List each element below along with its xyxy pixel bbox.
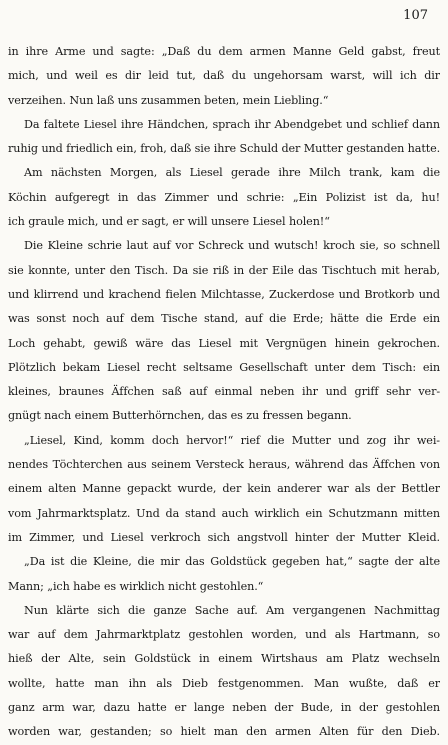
text-line: Da faltete Liesel ihre Händchen, sprach ihr Abendgebet und schlief dann xyxy=(24,117,440,131)
text-line: in ihre Arme und sagte: „Daß du dem armen Manne Geld gabst, freut xyxy=(8,45,440,58)
text-line: hieß der Alte, sein Goldstück in einem Wirtshaus am Platz wechseln xyxy=(8,652,440,666)
text-line: vom Jahrmarktsplatz. Und da stand auch wirklich ein Schutzmann mitten xyxy=(8,506,440,520)
text-line: wollte, hatte man ihn als Dieb festgenommen. Man wußte, daß er xyxy=(8,676,440,690)
text-line: sie konnte, unter den Tisch. Da sie riß in der Eile das Tischtuch mit herab, xyxy=(8,263,440,277)
body-text xyxy=(8,40,440,745)
text-line: ganz arm war, dazu hatte er lange neben der Bude, in der gestohlen xyxy=(8,701,440,715)
text-line: Mann; „ich habe es wirklich nicht gestohlen.“ xyxy=(8,579,264,593)
text-line: ich graule mich, und er sagt, er will unsere Liesel holen!“ xyxy=(8,215,330,229)
text-line: Am nächsten Morgen, als Liesel gerade ihre Milch trank, kam die xyxy=(24,166,440,180)
text-line: nendes Töchterchen aus seinem Versteck heraus, während das Äffchen von xyxy=(8,458,440,472)
text-line: Die Kleine schrie laut auf vor Schreck und wutsch! kroch sie, so schnell xyxy=(24,239,440,253)
text-line: Nun klärte sich die ganze Sache auf. Am vergangenen Nachmittag xyxy=(24,603,440,617)
text-line: einem alten Manne gepackt wurde, der kein anderer war als der Bettler xyxy=(8,482,440,496)
text-line: was sonst noch auf dem Tische stand, auf die Erde; hätte die Erde ein xyxy=(8,312,440,326)
text-line: Plötzlich bekam Liesel recht seltsame Gesellschaft unter dem Tisch: ein xyxy=(8,360,440,374)
text-line: ruhig und friedlich ein, froh, daß sie ihre Schuld der Mutter gestanden hatte. xyxy=(8,142,440,156)
text-line: gnügt nach einem Butterhörnchen, das es zu fressen begann. xyxy=(8,409,352,423)
page-number: 107 xyxy=(403,8,428,23)
text-line: „Liesel, Kind, komm doch hervor!“ rief die Mutter und zog ihr wei- xyxy=(24,433,440,447)
text-line: mich, und weil es dir leid tut, daß du ungehorsam warst, will ich dir xyxy=(8,69,440,83)
text-line: kleines, braunes Äffchen saß auf einmal neben ihr und griff sehr ver- xyxy=(8,385,440,399)
text-line: worden war, gestanden; so hielt man den armen Alten für den Dieb. xyxy=(8,725,440,739)
text-line: „Da ist die Kleine, die mir das Goldstück gegeben hat,“ sagte der alte xyxy=(24,555,440,569)
text-line: Köchin aufgeregt in das Zimmer und schrie: „Ein Polizist ist da, hu! xyxy=(8,190,440,204)
text-line: und klirrend und krachend fielen Milchtasse, Zuckerdose und Brotkorb und xyxy=(8,287,440,301)
text-line: im Zimmer, und Liesel verkroch sich angstvoll hinter der Mutter Kleid. xyxy=(8,530,440,544)
text-line: verzeihen. Nun laß uns zusammen beten, mein Liebling.“ xyxy=(8,93,329,107)
text-line: Loch gehabt, gewiß wäre das Liesel mit Vergnügen hinein gekrochen. xyxy=(8,336,440,350)
text-line: war auf dem Jahrmarktplatz gestohlen worden, und als Hartmann, so xyxy=(8,628,440,642)
